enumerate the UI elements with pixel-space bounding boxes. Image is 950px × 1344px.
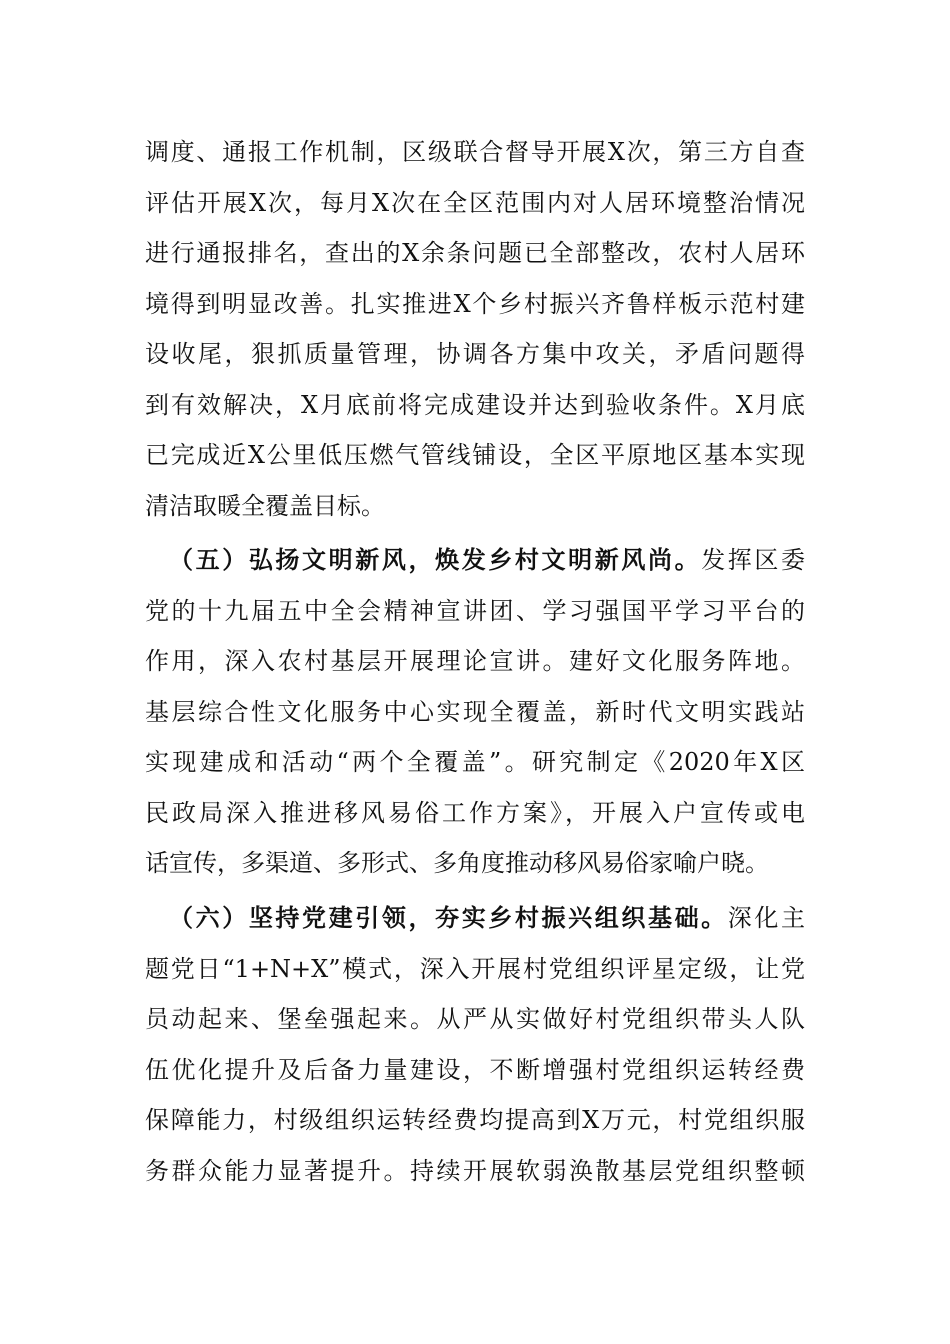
text-line: 务群众能力显著提升。持续开展软弱涣散基层党组织整顿 <box>145 1156 805 1185</box>
paragraph-first-line <box>145 535 805 586</box>
text-line: 到有效解决，X月底前将完成建设并达到验收条件。X月底 <box>145 390 805 419</box>
text-line: 话宣传，多渠道、多形式、多角度推动移风易俗家喻户晓。 <box>145 849 769 877</box>
paragraph-1 <box>145 127 805 531</box>
paragraph-6 <box>145 893 805 1196</box>
text-line: 调度、通报工作机制，区级联合督导开展X次，第三方自查 <box>145 138 805 166</box>
paragraph-5 <box>145 535 805 889</box>
text-line: 实现建成和活动“两个全覆盖”。研究制定《2020年X区 <box>145 748 805 776</box>
heading-continuation: 深化主 <box>727 904 805 932</box>
text-line: 进行通报排名，查出的X余条问题已全部整改，农村人居环 <box>145 239 805 267</box>
text-line: 作用，深入农村基层开展理论宣讲。建好文化服务阵地。 <box>145 647 805 675</box>
heading-continuation: 发挥区委 <box>701 546 805 574</box>
text-line: 保障能力，村级组织运转经费均提高到X万元，村党组织服 <box>145 1106 805 1134</box>
text-line: 伍优化提升及后备力量建设，不断增强村党组织运转经费 <box>145 1055 805 1084</box>
text-line: 党的十九届五中全会精神宣讲团、学习强国平学习平台的 <box>145 596 805 625</box>
text-line: 设收尾，狠抓质量管理，协调各方集中攻关，矛盾问题得 <box>145 340 805 368</box>
text-line: 基层综合性文化服务中心实现全覆盖，新时代文明实践站 <box>145 697 805 726</box>
paragraph-first-line <box>145 893 805 944</box>
text-line: 民政局深入推进移风易俗工作方案》，开展入户宣传或电 <box>145 798 805 827</box>
section-heading: （六）坚持党建引领，夯实乡村振兴组织基础。 <box>169 903 728 932</box>
text-line: 清洁取暖全覆盖目标。 <box>145 491 385 520</box>
text-line: 员动起来、堡垒强起来。从严从实做好村党组织带头人队 <box>145 1005 805 1033</box>
text-line: 境得到明显改善。扎实推进X个乡村振兴齐鲁样板示范村建 <box>145 289 805 318</box>
section-heading: （五）弘扬文明新风，焕发乡村文明新风尚。 <box>169 545 702 574</box>
text-line: 评估开展X次，每月X次在全区范围内对人居环境整治情况 <box>145 188 805 217</box>
text-line: 已完成近X公里低压燃气管线铺设，全区平原地区基本实现 <box>145 441 805 469</box>
text-line: 题党日“1+N+X”模式，深入开展村党组织评星定级，让党 <box>145 954 805 983</box>
